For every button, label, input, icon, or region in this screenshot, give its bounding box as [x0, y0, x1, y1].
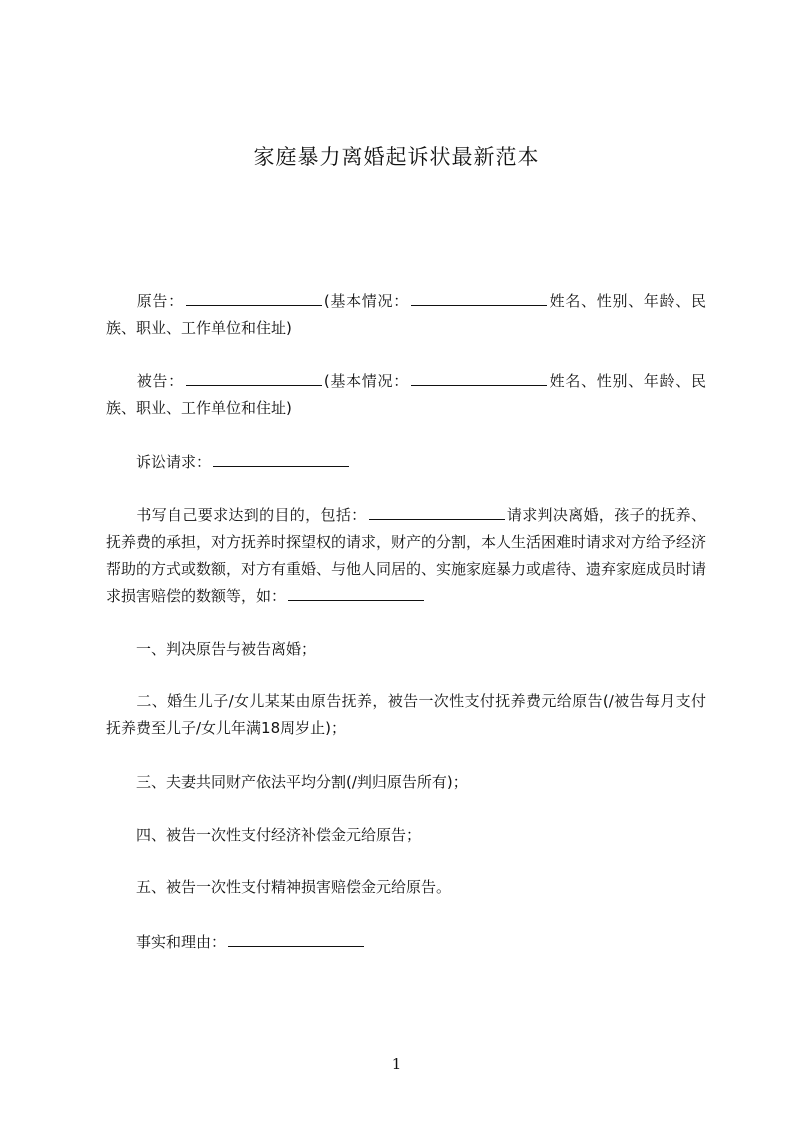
- claim-item-text: 五、被告一次性支付精神损害赔偿金元给原告。: [136, 878, 452, 896]
- defendant-label: 被告：: [136, 372, 184, 390]
- defendant-paragraph: [106, 368, 706, 422]
- defendant-basic-info-blank: [411, 371, 547, 386]
- claim-item-text: 二、婚生儿子/女儿某某由原告抚养，被告一次性支付抚养费元给原告(/被告每月支付抚养费至儿子/女儿年满18周岁止)；: [106, 692, 706, 737]
- claims-label: 诉讼请求：: [136, 453, 212, 471]
- claim-item: [106, 636, 706, 663]
- facts-blank: [228, 932, 364, 947]
- plaintiff-basic-info-blank: [411, 291, 547, 306]
- claims-paragraph: [106, 449, 706, 476]
- claim-item: [106, 688, 706, 742]
- claims-blank: [213, 452, 349, 467]
- claim-item-text: 三、夫妻共同财产依法平均分割(/判归原告所有)；: [136, 773, 468, 791]
- plaintiff-name-blank: [186, 291, 322, 306]
- document-title: 家庭暴力离婚起诉状最新范本: [253, 145, 540, 169]
- facts-paragraph: [106, 929, 706, 956]
- plaintiff-paragraph: [106, 288, 706, 342]
- instruction-body: 请求判决离婚，孩子的抚养、抚养费的承担，对方抚养时探望权的请求，财产的分割，本人生活困难时请求对方给予经济帮助的方式或数额，对方有重婚、与他人同居的、实施家庭暴力或虐待、遗弃家庭成员时请求损害赔偿的数额等，如：: [106, 506, 707, 605]
- defendant-basic-info-open: (基本情况：: [323, 372, 409, 390]
- instruction-paragraph: [106, 502, 706, 610]
- facts-label: 事实和理由：: [136, 933, 227, 951]
- claim-item-text: 四、被告一次性支付经济补偿金元给原告；: [136, 826, 422, 844]
- claim-item: [106, 769, 706, 796]
- plaintiff-label: 原告：: [136, 292, 184, 310]
- plaintiff-basic-info-fields: 姓名、性别、年龄、民族、职业、工作单位和住址): [106, 292, 706, 337]
- instruction-example-blank: [288, 586, 424, 601]
- defendant-basic-info-fields: 姓名、性别、年龄、民族、职业、工作单位和住址): [106, 372, 706, 417]
- claim-item-text: 一、判决原告与被告离婚；: [136, 640, 317, 658]
- plaintiff-basic-info-open: (基本情况：: [323, 292, 409, 310]
- page-number: 1: [391, 1055, 402, 1073]
- instruction-lead: 书写自己要求达到的目的，包括：: [136, 506, 367, 524]
- instruction-goal-blank: [369, 505, 505, 520]
- defendant-name-blank: [186, 371, 322, 386]
- claim-item: [106, 822, 706, 849]
- claim-item: [106, 874, 706, 901]
